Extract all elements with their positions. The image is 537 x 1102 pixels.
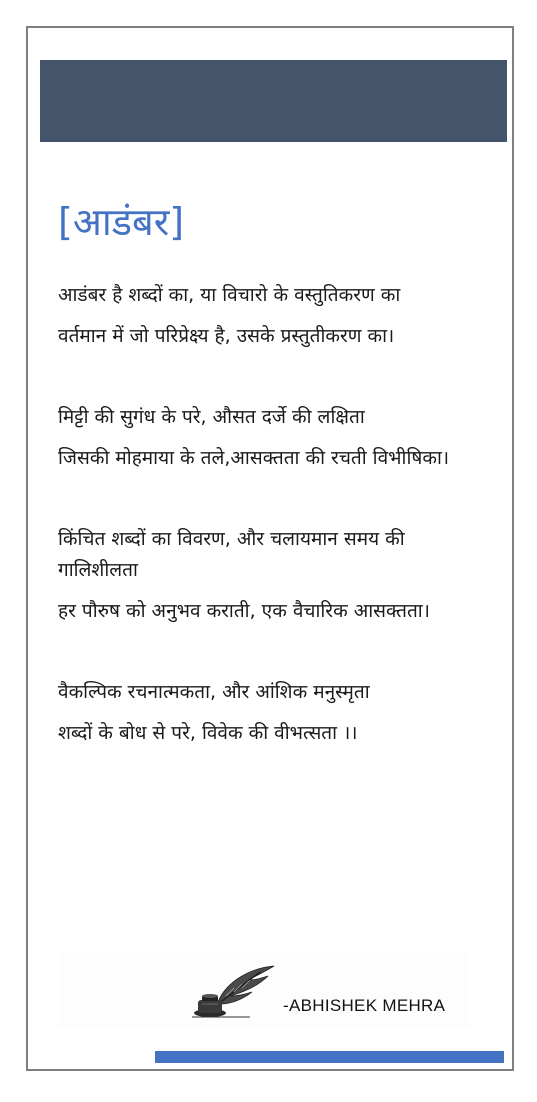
poem-line: मिट्टी की सुगंध के परे, औसत दर्जे की लक्षिता: [58, 406, 365, 428]
poem-line: किंचित शब्दों का विवरण, और चलायमान समय की गालिशीलता: [58, 528, 405, 581]
poem-body: [58, 280, 478, 799]
poem-line: आडंबर है शब्दों का, या विचारो के वस्तुतिकरण का: [58, 284, 401, 306]
bottom-accent-bar: [155, 1051, 504, 1063]
poem-line: हर पौरुष को अनुभव कराती, एक वैचारिक आसक्तता।: [58, 600, 430, 622]
poem-title: [आडंबर]: [58, 200, 185, 244]
stanza-1: [58, 280, 478, 352]
poem-line: वैकल्पिक रचनात्मकता, और आंशिक मनुस्मृता: [58, 681, 370, 703]
poem-line: शब्दों के बोध से परे, विवेक की वीभत्सता ।।: [58, 722, 358, 744]
poem-line: जिसकी मोहमाया के तले,आसक्तता की रचती विभीषिका।: [58, 447, 450, 469]
author-signature: -ABHISHEK MEHRA: [283, 996, 446, 1015]
header-bar: [40, 60, 507, 142]
stanza-3: [58, 524, 478, 627]
stanza-4: [58, 677, 478, 749]
stanza-2: [58, 402, 478, 474]
quill-and-inkpot-icon: [190, 962, 276, 1020]
poem-line: वर्तमान में जो परिप्रेक्ष्य है, उसके प्रस्तुतीकरण का।: [58, 325, 395, 347]
